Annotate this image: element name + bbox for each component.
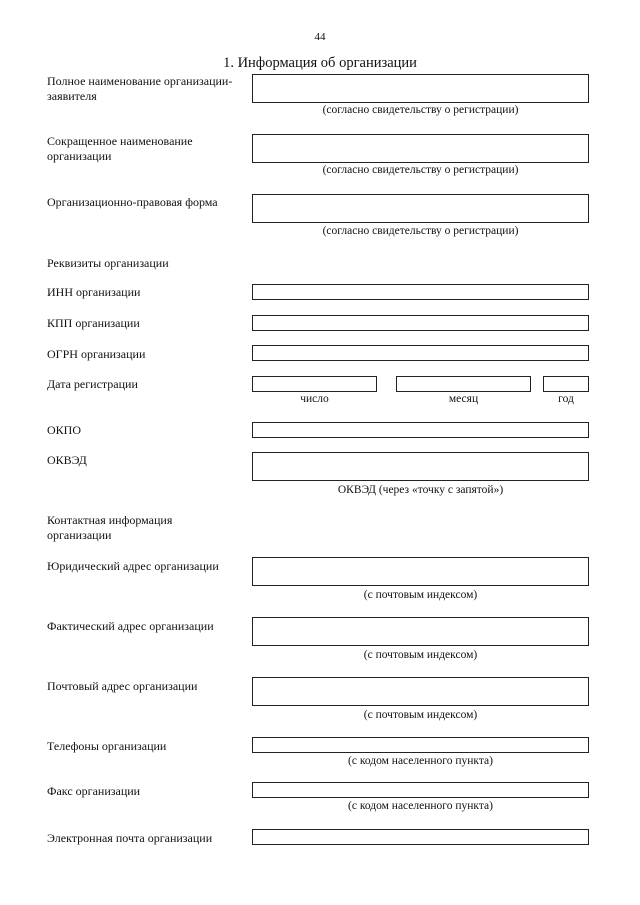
short-name-field[interactable]: [252, 134, 589, 163]
legal-form-hint: (согласно свидетельству о регистрации): [322, 225, 519, 237]
fax-label: Факс организации: [47, 784, 141, 798]
phones-hint: (с кодом населенного пункта): [348, 755, 493, 767]
legal-address-hint: (с почтовым индексом): [363, 589, 478, 601]
kpp-label: КПП организации: [47, 316, 140, 330]
page-number: 44: [314, 31, 326, 43]
okpo-label: ОКПО: [47, 423, 82, 437]
ogrn-field[interactable]: [252, 345, 589, 361]
section-title: 1. Информация об организации: [223, 55, 417, 71]
okpo-field[interactable]: [252, 422, 589, 438]
legal-address-label: Юридический адрес организации: [47, 559, 219, 573]
actual-address-label: Фактический адрес организации: [47, 619, 214, 633]
contacts-heading: Контактная информация организации: [47, 513, 173, 542]
postal-address-hint: (с почтовым индексом): [363, 709, 478, 721]
ogrn-label: ОГРН организации: [47, 347, 146, 361]
postal-address-field[interactable]: [252, 677, 589, 706]
legal-form-label: Организационно-правовая форма: [47, 195, 218, 209]
short-name-hint: (согласно свидетельству о регистрации): [322, 164, 519, 176]
short-name-label: Сокращенное наименование организации: [47, 134, 193, 163]
phones-label: Телефоны организации: [47, 739, 167, 753]
fax-field[interactable]: [252, 782, 589, 798]
reg-day-caption: число: [300, 393, 329, 405]
email-field[interactable]: [252, 829, 589, 845]
full-name-label: Полное наименование организации-заявителя: [47, 74, 233, 103]
actual-address-hint: (с почтовым индексом): [363, 649, 478, 661]
postal-address-label: Почтовый адрес организации: [47, 679, 198, 693]
legal-form-field[interactable]: [252, 194, 589, 223]
full-name-hint: (согласно свидетельству о регистрации): [322, 104, 519, 116]
okved-label: ОКВЭД: [47, 453, 87, 467]
reg-day-field[interactable]: [252, 376, 377, 392]
full-name-field[interactable]: [252, 74, 589, 103]
actual-address-field[interactable]: [252, 617, 589, 646]
reg-month-field[interactable]: [396, 376, 531, 392]
reg-year-caption: год: [558, 393, 574, 405]
okved-field[interactable]: [252, 452, 589, 481]
email-label: Электронная почта организации: [47, 831, 213, 845]
okved-hint: ОКВЭД (через «точку с запятой»): [337, 484, 504, 496]
inn-label: ИНН организации: [47, 285, 141, 299]
reg-year-field[interactable]: [543, 376, 589, 392]
legal-address-field[interactable]: [252, 557, 589, 586]
kpp-field[interactable]: [252, 315, 589, 331]
requisites-heading: Реквизиты организации: [47, 256, 169, 270]
inn-field[interactable]: [252, 284, 589, 300]
reg-month-caption: месяц: [448, 393, 479, 405]
phones-field[interactable]: [252, 737, 589, 753]
fax-hint: (с кодом населенного пункта): [348, 800, 493, 812]
reg-date-label: Дата регистрации: [47, 377, 138, 391]
